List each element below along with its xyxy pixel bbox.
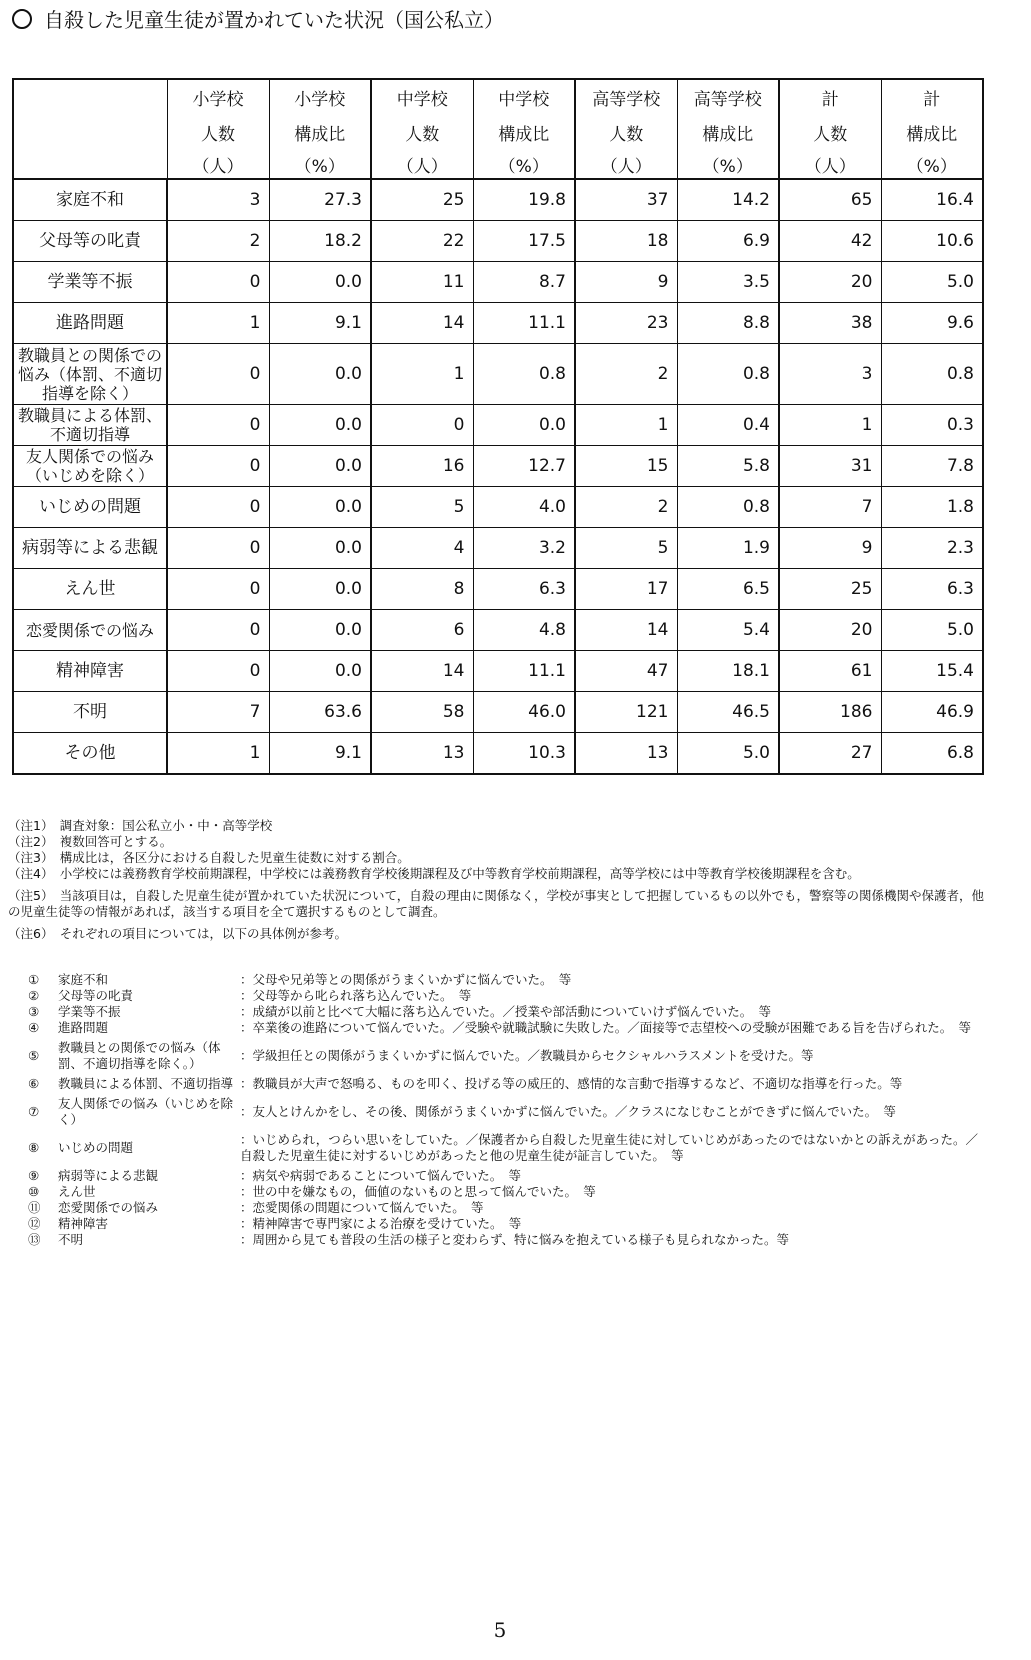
table-cell: 0.0: [473, 405, 575, 446]
example-desc: ：父母等から叱られ落ち込んでいた。 等: [240, 988, 472, 1003]
table-cell: 6.5: [677, 569, 779, 610]
page-title: [12, 4, 504, 33]
example-num: ⑩: [28, 1184, 40, 1199]
table-cell: 65: [779, 179, 881, 221]
situation-table: [12, 78, 984, 775]
example-item: [28, 1096, 980, 1132]
example-num: ③: [28, 1004, 40, 1019]
example-item: [28, 988, 980, 1004]
table-cell: 11.1: [473, 303, 575, 344]
example-item: 恋愛関係での悩み: [58, 1200, 159, 1215]
table-cell: 5.0: [881, 610, 983, 651]
table-cell: 0.8: [881, 344, 983, 405]
header-cell: 中学校: [371, 79, 473, 114]
table-cell: 1.9: [677, 528, 779, 569]
row-label: 精神障害: [13, 651, 167, 692]
row-label: 不明: [13, 692, 167, 733]
example-item: [28, 972, 980, 988]
table-cell: 9: [575, 262, 677, 303]
header-cell: 人数: [575, 114, 677, 150]
table-cell: 9.6: [881, 303, 983, 344]
example-item: いじめの問題: [58, 1140, 134, 1155]
table-cell: 0.8: [677, 487, 779, 528]
example-num: ⑫: [28, 1216, 41, 1231]
table-cell: 14: [575, 610, 677, 651]
example-num: ⑧: [28, 1140, 40, 1155]
example-num: ⑦: [28, 1104, 40, 1119]
example-item: [28, 1004, 980, 1020]
example-item: [28, 1076, 980, 1096]
table-cell: 31: [779, 446, 881, 487]
table-cell: 1: [575, 405, 677, 446]
examples-list: [28, 972, 980, 1248]
table-cell: 9.1: [269, 303, 371, 344]
table-cell: 0.4: [677, 405, 779, 446]
table-cell: 0.0: [269, 446, 371, 487]
table-cell: 12.7: [473, 446, 575, 487]
table-row: [13, 487, 983, 528]
table-cell: 9: [779, 528, 881, 569]
table-row: [13, 303, 983, 344]
example-num: ⑬: [28, 1232, 41, 1247]
table-cell: 1: [167, 303, 269, 344]
table-cell: 10.6: [881, 221, 983, 262]
table-cell: 15: [575, 446, 677, 487]
header-cell: 人数: [167, 114, 269, 150]
row-label: その他: [13, 733, 167, 775]
table-cell: 0: [167, 651, 269, 692]
table-cell: 16: [371, 446, 473, 487]
table-cell: 8: [371, 569, 473, 610]
table-row: [13, 569, 983, 610]
table-cell: 5.8: [677, 446, 779, 487]
table-cell: 186: [779, 692, 881, 733]
example-num: ①: [28, 972, 40, 987]
table-cell: 7.8: [881, 446, 983, 487]
table-cell: 121: [575, 692, 677, 733]
header-corner: [13, 79, 167, 114]
example-item: 友人関係での悩み（いじめを除く）: [58, 1096, 234, 1127]
example-desc: ：学級担任との関係がうまくいかずに悩んでいた。／教職員からセクシャルハラスメントを受けた。等: [240, 1048, 814, 1063]
header-cell: （人）: [167, 150, 269, 179]
table-cell: 2: [575, 344, 677, 405]
header-cell: 構成比: [881, 114, 983, 150]
table-cell: 5: [575, 528, 677, 569]
example-item: [28, 1184, 980, 1200]
header-cell: （%）: [473, 150, 575, 179]
header-row-metric: [13, 114, 983, 150]
example-item: 不明: [58, 1232, 84, 1247]
table-cell: 0: [167, 610, 269, 651]
table-cell: 5.4: [677, 610, 779, 651]
table-cell: 0.8: [677, 344, 779, 405]
table-cell: 5.0: [677, 733, 779, 775]
table-cell: 0.3: [881, 405, 983, 446]
example-item: [28, 1040, 980, 1076]
page-number: 5: [493, 1618, 507, 1642]
header-cell: 高等学校: [677, 79, 779, 114]
example-item: 教職員との関係での悩み（体罰、不適切指導を除く。）: [58, 1040, 221, 1071]
table-cell: 7: [779, 487, 881, 528]
table-cell: 11.1: [473, 651, 575, 692]
table-cell: 37: [575, 179, 677, 221]
example-desc: ：恋愛関係の問題について悩んでいた。 等: [240, 1200, 484, 1215]
table-cell: 3.5: [677, 262, 779, 303]
table-cell: 3: [167, 179, 269, 221]
header-cell: 計: [779, 79, 881, 114]
table-cell: 0: [167, 528, 269, 569]
example-desc: ：教職員が大声で怒鳴る、ものを叩く、投げる等の威圧的、感情的な言動で指導するなど、不適切な指導を行った。等: [240, 1076, 903, 1091]
table-cell: 18: [575, 221, 677, 262]
example-item: [28, 1232, 980, 1248]
table-row: [13, 733, 983, 775]
example-item: 学業等不振: [58, 1004, 121, 1019]
header-corner: [13, 150, 167, 179]
header-row-school: [13, 79, 983, 114]
table-row: [13, 262, 983, 303]
table-cell: 13: [371, 733, 473, 775]
table-cell: 9.1: [269, 733, 371, 775]
header-cell: 人数: [371, 114, 473, 150]
table-cell: 8.8: [677, 303, 779, 344]
header-cell: （人）: [575, 150, 677, 179]
table-cell: 10.3: [473, 733, 575, 775]
row-label: 教職員との関係での悩み（体罰、不適切指導を除く）: [13, 344, 167, 405]
example-desc: ：成績が以前と比べて大幅に落ち込んでいた。／授業や部活動についていけず悩んでいた。 等: [240, 1004, 772, 1019]
header-cell: （人）: [371, 150, 473, 179]
table-cell: 61: [779, 651, 881, 692]
note: （注2） 複数回答可とする。: [8, 834, 173, 849]
example-desc: ：卒業後の進路について悩んでいた。／受験や就職試験に失敗した。／面接等で志望校への受験が困難である旨を告げられた。 等: [240, 1020, 972, 1035]
example-desc: ：病気や病弱であることについて悩んでいた。 等: [240, 1168, 522, 1183]
table-cell: 20: [779, 610, 881, 651]
table-cell: 25: [371, 179, 473, 221]
table-cell: 1.8: [881, 487, 983, 528]
table-cell: 6.3: [881, 569, 983, 610]
example-item: 進路問題: [58, 1020, 109, 1035]
table-cell: 0.0: [269, 262, 371, 303]
header-cell: 小学校: [269, 79, 371, 114]
header-corner: [13, 114, 167, 150]
table-cell: 11: [371, 262, 473, 303]
row-label: 友人関係での悩み（いじめを除く）: [13, 446, 167, 487]
table-cell: 0.8: [473, 344, 575, 405]
table-cell: 4.0: [473, 487, 575, 528]
row-label: 進路問題: [13, 303, 167, 344]
header-cell: 構成比: [677, 114, 779, 150]
table-cell: 5: [371, 487, 473, 528]
table-cell: 0.0: [269, 528, 371, 569]
circle-icon: [12, 9, 32, 29]
table-cell: 0: [167, 405, 269, 446]
table-row: [13, 221, 983, 262]
table-row: [13, 528, 983, 569]
table-row: [13, 610, 983, 651]
table-cell: 46.5: [677, 692, 779, 733]
note: （注3） 構成比は，各区分における自殺した児童生徒数に対する割合。: [8, 850, 410, 865]
table-cell: 0: [167, 487, 269, 528]
table-cell: 4.8: [473, 610, 575, 651]
example-item: 精神障害: [58, 1216, 109, 1231]
row-label: 教職員による体罰、不適切指導: [13, 405, 167, 446]
table-cell: 0: [167, 262, 269, 303]
table-cell: 0.0: [269, 487, 371, 528]
table-row: [13, 446, 983, 487]
row-label: いじめの問題: [13, 487, 167, 528]
table-cell: 6.9: [677, 221, 779, 262]
table-row: [13, 344, 983, 405]
table-cell: 6: [371, 610, 473, 651]
example-item: [28, 1168, 980, 1184]
example-desc: ：精神障害で専門家による治療を受けていた。 等: [240, 1216, 522, 1231]
row-label: 家庭不和: [13, 179, 167, 221]
table-cell: 18.1: [677, 651, 779, 692]
note: （注6） それぞれの項目については，以下の具体例が参考。: [8, 926, 347, 941]
row-label: えん世: [13, 569, 167, 610]
example-item: [28, 1132, 980, 1168]
table-cell: 6.3: [473, 569, 575, 610]
table-cell: 0: [167, 569, 269, 610]
table-cell: 17: [575, 569, 677, 610]
header-cell: （%）: [677, 150, 779, 179]
table-cell: 58: [371, 692, 473, 733]
example-num: ⑨: [28, 1168, 40, 1183]
example-item: 父母等の叱責: [58, 988, 134, 1003]
table-cell: 0: [167, 344, 269, 405]
table-cell: 46.9: [881, 692, 983, 733]
table-cell: 0.0: [269, 610, 371, 651]
example-num: ⑥: [28, 1076, 40, 1091]
header-cell: （%）: [881, 150, 983, 179]
example-item: 病弱等による悲観: [58, 1168, 159, 1183]
table-cell: 23: [575, 303, 677, 344]
table-cell: 3: [779, 344, 881, 405]
table-cell: 3.2: [473, 528, 575, 569]
example-desc: ：いじめられ，つらい思いをしていた。／保護者から自殺した児童生徒に対していじめがあったのではないかとの訴えがあった。／自殺した児童生徒に対するいじめがあったと他の児童生徒が証言していた。 等: [240, 1132, 979, 1163]
notes: [8, 818, 988, 942]
row-label: 父母等の叱責: [13, 221, 167, 262]
note: （注5） 当該項目は，自殺した児童生徒が置かれていた状況について，自殺の理由に関係なく，学校が事実として把握しているもの以外でも，警察等の関係機関や保護者，他の児童生徒等の情報があれば，該当する項目を全て選択するものとして調査。: [8, 888, 984, 919]
table-cell: 15.4: [881, 651, 983, 692]
table-cell: 6.8: [881, 733, 983, 775]
table-cell: 0: [371, 405, 473, 446]
header-cell: 小学校: [167, 79, 269, 114]
row-label: 学業等不振: [13, 262, 167, 303]
example-item: [28, 1200, 980, 1216]
table-cell: 2: [575, 487, 677, 528]
example-desc: ：世の中を嫌なもの，価値のないものと思って悩んでいた。 等: [240, 1184, 596, 1199]
header-cell: 構成比: [269, 114, 371, 150]
table-cell: 25: [779, 569, 881, 610]
table-cell: 27.3: [269, 179, 371, 221]
header-row-unit: [13, 150, 983, 179]
row-label: 病弱等による悲観: [13, 528, 167, 569]
page-title-text: 自殺した児童生徒が置かれていた状況（国公私立）: [44, 8, 504, 32]
example-num: ②: [28, 988, 40, 1003]
table-cell: 63.6: [269, 692, 371, 733]
header-cell: 計: [881, 79, 983, 114]
example-item: 教職員による体罰、不適切指導: [58, 1076, 234, 1091]
table-cell: 42: [779, 221, 881, 262]
header-cell: （%）: [269, 150, 371, 179]
example-num: ④: [28, 1020, 40, 1035]
table-cell: 38: [779, 303, 881, 344]
header-cell: （人）: [779, 150, 881, 179]
table-cell: 1: [371, 344, 473, 405]
note: （注1） 調査対象：国公私立小・中・高等学校: [8, 818, 273, 833]
table-cell: 14: [371, 651, 473, 692]
row-label: 恋愛関係での悩み: [13, 610, 167, 651]
table-cell: 5.0: [881, 262, 983, 303]
table-cell: 0.0: [269, 569, 371, 610]
table-cell: 7: [167, 692, 269, 733]
example-item: 家庭不和: [58, 972, 109, 987]
table-row: [13, 179, 983, 221]
table-cell: 47: [575, 651, 677, 692]
example-num: ⑪: [28, 1200, 41, 1215]
table-cell: 18.2: [269, 221, 371, 262]
table-cell: 0.0: [269, 405, 371, 446]
table-cell: 22: [371, 221, 473, 262]
table-cell: 2.3: [881, 528, 983, 569]
table-cell: 8.7: [473, 262, 575, 303]
table-cell: 16.4: [881, 179, 983, 221]
header-cell: 高等学校: [575, 79, 677, 114]
table-cell: 19.8: [473, 179, 575, 221]
example-desc: ：友人とけんかをし、その後、関係がうまくいかずに悩んでいた。／クラスになじむことができずに悩んでいた。 等: [240, 1104, 896, 1119]
example-item: [28, 1216, 980, 1232]
header-cell: 人数: [779, 114, 881, 150]
table-row: [13, 692, 983, 733]
table-cell: 14.2: [677, 179, 779, 221]
table-cell: 17.5: [473, 221, 575, 262]
table-cell: 2: [167, 221, 269, 262]
note: （注4） 小学校には義務教育学校前期課程，中学校には義務教育学校後期課程及び中等教育学校前期課程，高等学校には中等教育学校後期課程を含む。: [8, 866, 860, 881]
table-cell: 0.0: [269, 344, 371, 405]
table-cell: 27: [779, 733, 881, 775]
example-desc: ：父母や兄弟等との関係がうまくいかずに悩んでいた。 等: [240, 972, 572, 987]
table-row: [13, 651, 983, 692]
table-cell: 0: [167, 446, 269, 487]
table-cell: 1: [167, 733, 269, 775]
example-item: えん世: [58, 1184, 96, 1199]
example-item: [28, 1020, 980, 1040]
table-cell: 20: [779, 262, 881, 303]
table-cell: 4: [371, 528, 473, 569]
table-cell: 46.0: [473, 692, 575, 733]
example-num: ⑤: [28, 1048, 40, 1063]
table-cell: 1: [779, 405, 881, 446]
table-cell: 0.0: [269, 651, 371, 692]
header-cell: 中学校: [473, 79, 575, 114]
header-cell: 構成比: [473, 114, 575, 150]
table-row: [13, 405, 983, 446]
example-desc: ：周囲から見ても普段の生活の様子と変わらず、特に悩みを抱えている様子も見られなかった。等: [240, 1232, 790, 1247]
table-cell: 14: [371, 303, 473, 344]
table-cell: 13: [575, 733, 677, 775]
